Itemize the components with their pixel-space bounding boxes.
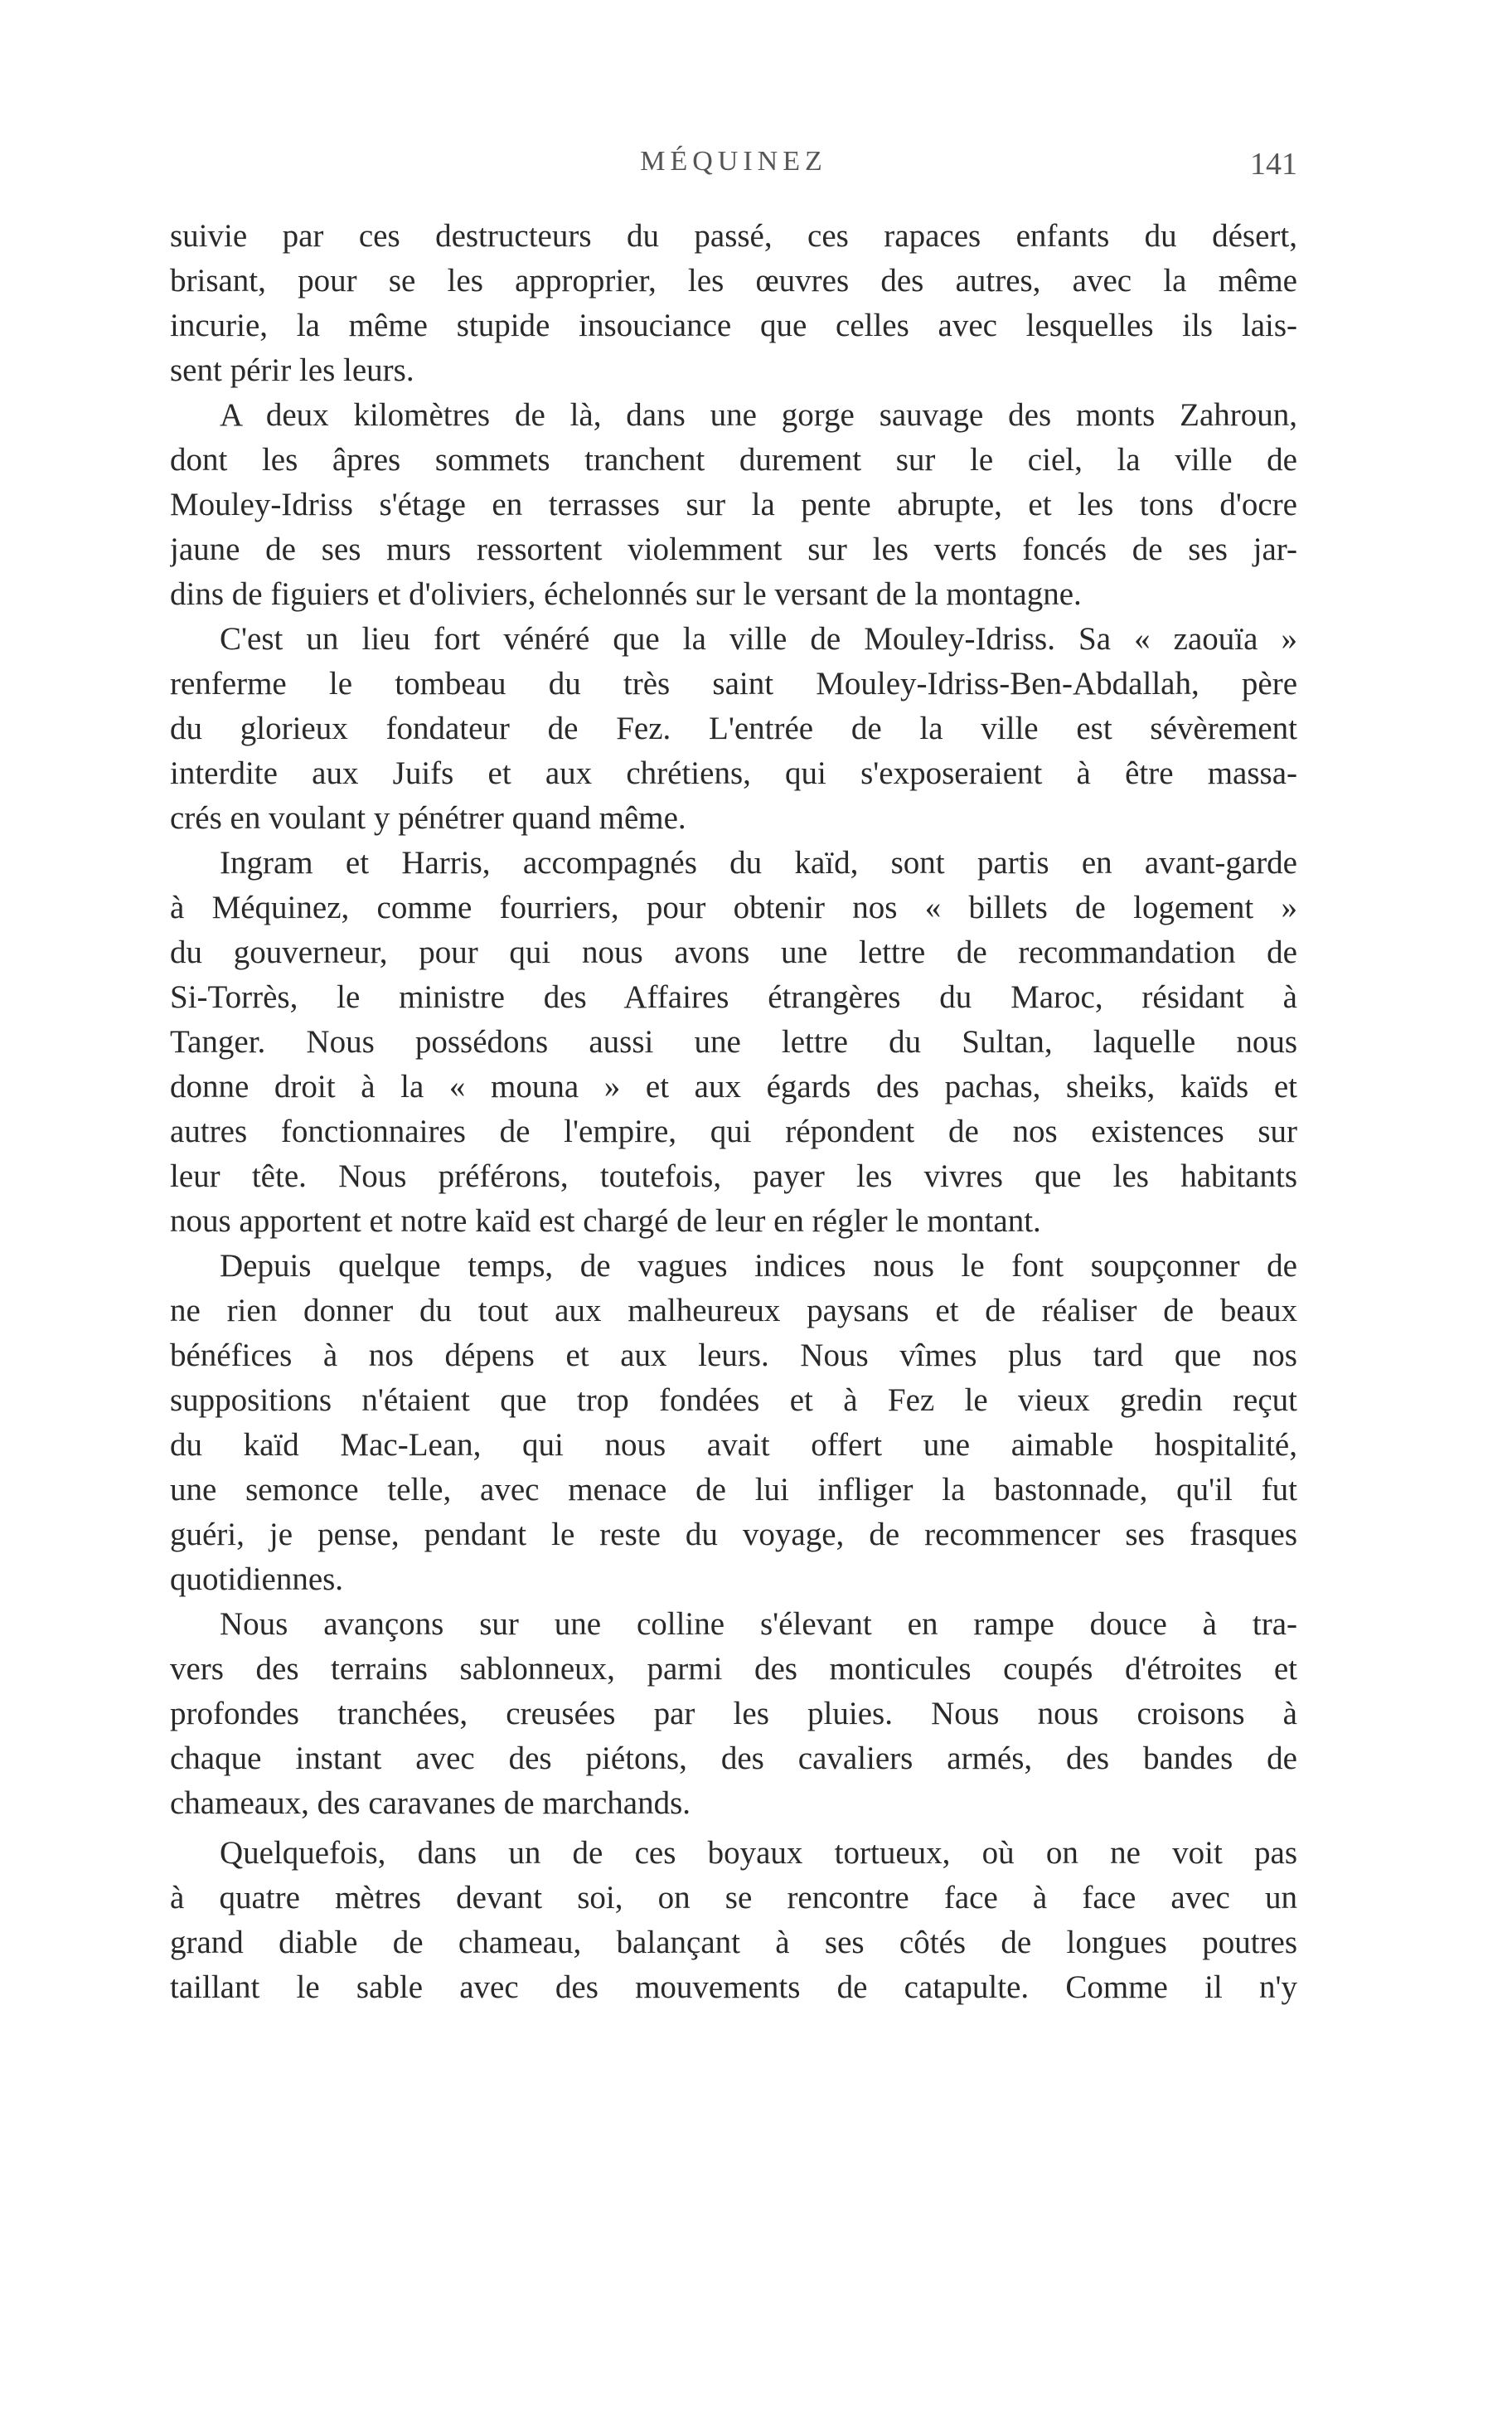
body-line: donne droit à la « mouna » et aux égards des pachas, sheiks, kaïds et <box>170 1069 1297 1105</box>
body-line: quotidiennes. <box>170 1561 344 1597</box>
body-line: taillant le sable avec des mouvements de catapulte. Comme il n'y <box>170 1969 1297 2005</box>
body-line: à quatre mètres devant soi, on se rencontre face à face avec un <box>170 1880 1297 1915</box>
body-line: du kaïd Mac-Lean, qui nous avait offert une aimable hospitalité, <box>170 1427 1297 1463</box>
body-line: une semonce telle, avec menace de lui infliger la bastonnade, qu'il fut <box>170 1472 1297 1508</box>
body-line: à Méquinez, comme fourriers, pour obtenir nos « billets de logement » <box>170 890 1297 925</box>
body-line: nous apportent et notre kaïd est chargé de leur en régler le montant. <box>170 1203 1041 1239</box>
body-line: renferme le tombeau du très saint Mouley-Idriss-Ben-Abdallah, père <box>170 666 1297 702</box>
text-body <box>170 214 1297 2010</box>
body-line: suppositions n'étaient que trop fondées et à Fez le vieux gredin reçut <box>170 1382 1297 1418</box>
page-header <box>170 146 1297 196</box>
body-line: Nous avançons sur une colline s'élevant en rampe douce à tra- <box>220 1606 1297 1642</box>
body-line: du glorieux fondateur de Fez. L'entrée de la ville est sévèrement <box>170 711 1297 746</box>
body-line: dins de figuiers et d'oliviers, échelonnés sur le versant de la montagne. <box>170 576 1082 612</box>
body-line: jaune de ses murs ressortent violemment sur les verts foncés de ses jar- <box>170 532 1297 567</box>
body-line: bénéfices à nos dépens et aux leurs. Nous vîmes plus tard que nos <box>170 1338 1297 1373</box>
body-line: Depuis quelque temps, de vagues indices nous le font soupçonner de <box>220 1248 1297 1284</box>
body-line: profondes tranchées, creusées par les pluies. Nous nous croisons à <box>170 1696 1297 1731</box>
body-line: leur tête. Nous préférons, toutefois, payer les vivres que les habitants <box>170 1158 1297 1194</box>
body-line: brisant, pour se les approprier, les œuvres des autres, avec la même <box>170 263 1297 299</box>
body-line: Si-Torrès, le ministre des Affaires étrangères du Maroc, résidant à <box>170 979 1297 1015</box>
body-line: Tanger. Nous possédons aussi une lettre du Sultan, laquelle nous <box>170 1024 1297 1060</box>
page-number: 141 <box>1250 147 1297 182</box>
body-line: autres fonctionnaires de l'empire, qui répondent de nos existences sur <box>170 1114 1297 1149</box>
body-line: du gouverneur, pour qui nous avons une lettre de recommandation de <box>170 935 1297 970</box>
body-line: chaque instant avec des piétons, des cavaliers armés, des bandes de <box>170 1741 1297 1776</box>
body-line: vers des terrains sablonneux, parmi des monticules coupés d'étroites et <box>170 1651 1297 1687</box>
body-line: Quelquefois, dans un de ces boyaux tortueux, où on ne voit pas <box>220 1835 1297 1871</box>
body-line: guéri, je pense, pendant le reste du voyage, de recommencer ses frasques <box>170 1517 1297 1552</box>
body-line: sent périr les leurs. <box>170 352 414 388</box>
body-line: Mouley-Idriss s'étage en terrasses sur la pente abrupte, et les tons d'ocre <box>170 487 1297 522</box>
body-line: A deux kilomètres de là, dans une gorge sauvage des monts Zahroun, <box>220 397 1297 433</box>
body-line: grand diable de chameau, balançant à ses côtés de longues poutres <box>170 1925 1297 1960</box>
body-line: Ingram et Harris, accompagnés du kaïd, sont partis en avant-garde <box>220 845 1297 881</box>
body-line: dont les âpres sommets tranchent durement sur le ciel, la ville de <box>170 442 1297 478</box>
body-line: ne rien donner du tout aux malheureux paysans et de réaliser de beaux <box>170 1293 1297 1328</box>
body-line: C'est un lieu fort vénéré que la ville de Mouley-Idriss. Sa « zaouïa » <box>220 621 1297 657</box>
body-line: incurie, la même stupide insouciance que celles avec lesquelles ils lais- <box>170 308 1297 343</box>
body-line: crés en voulant y pénétrer quand même. <box>170 800 686 836</box>
body-line: chameaux, des caravanes de marchands. <box>170 1785 691 1821</box>
body-line: interdite aux Juifs et aux chrétiens, qui s'exposeraient à être massa- <box>170 755 1297 791</box>
body-line: suivie par ces destructeurs du passé, ces rapaces enfants du désert, <box>170 218 1297 254</box>
running-head: MÉQUINEZ <box>640 146 827 177</box>
